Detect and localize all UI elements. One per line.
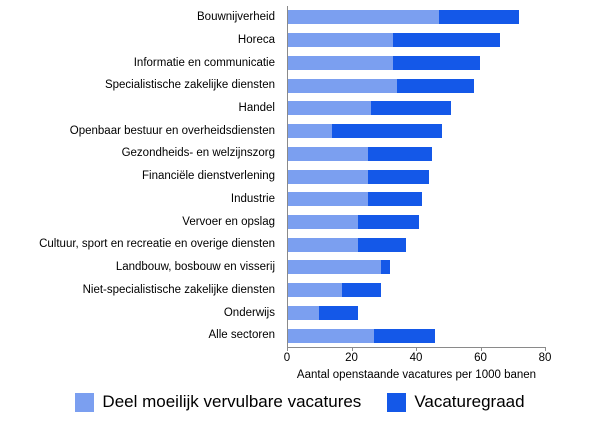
category-label: Specialistische zakelijke diensten (104, 79, 275, 92)
bar-segment-deel-moeilijk-vervulbare-vacatures (287, 192, 368, 206)
category-row (0, 324, 281, 347)
bar-segment-deel-moeilijk-vervulbare-vacatures (287, 170, 368, 184)
category-row (0, 256, 281, 279)
bar-segment-deel-moeilijk-vervulbare-vacatures (287, 79, 397, 93)
stacked-bar (287, 192, 545, 206)
legend-item-vacaturegraad (387, 392, 524, 412)
bar-row (287, 120, 545, 143)
bar-row (287, 97, 545, 120)
category-label: Horeca (237, 33, 275, 46)
bar-row (287, 279, 545, 302)
stacked-bar (287, 306, 545, 320)
category-label: Financiële dienstverlening (142, 170, 275, 183)
bar-segment-vacaturegraad (368, 170, 429, 184)
category-row (0, 165, 281, 188)
category-label: Landbouw, bosbouw en visserij (115, 261, 275, 274)
legend-label: Vacaturegraad (414, 392, 525, 411)
bar-segment-deel-moeilijk-vervulbare-vacatures (287, 238, 358, 252)
bar-row (287, 188, 545, 211)
category-label: Bouwnijverheid (197, 11, 275, 24)
x-tick-label: 40 (409, 352, 423, 364)
bar-row (287, 256, 545, 279)
bar-segment-deel-moeilijk-vervulbare-vacatures (287, 260, 381, 274)
y-axis-line (287, 6, 288, 347)
bar-segment-vacaturegraad (381, 260, 391, 274)
category-row (0, 74, 281, 97)
bar-rows (287, 6, 545, 347)
stacked-bar (287, 101, 545, 115)
chart-legend (0, 392, 600, 412)
bar-segment-vacaturegraad (342, 283, 381, 297)
bar-segment-vacaturegraad (393, 33, 499, 47)
x-tick-label: 0 (283, 352, 291, 364)
bar-segment-vacaturegraad (368, 192, 423, 206)
stacked-bar (287, 10, 545, 24)
category-row (0, 97, 281, 120)
x-tick-label: 80 (538, 352, 552, 364)
stacked-bar (287, 124, 545, 138)
bar-segment-vacaturegraad (393, 56, 480, 70)
category-row (0, 233, 281, 256)
bar-row (287, 233, 545, 256)
bar-row (287, 302, 545, 325)
bar-segment-deel-moeilijk-vervulbare-vacatures (287, 10, 439, 24)
category-label: Cultuur, sport en recreatie en overige diensten (39, 238, 275, 251)
bar-segment-vacaturegraad (358, 215, 419, 229)
bar-segment-deel-moeilijk-vervulbare-vacatures (287, 329, 374, 343)
x-tick (416, 347, 417, 351)
bar-segment-vacaturegraad (371, 101, 452, 115)
x-tick (287, 347, 288, 351)
stacked-bar (287, 147, 545, 161)
bar-segment-deel-moeilijk-vervulbare-vacatures (287, 56, 393, 70)
category-label: Onderwijs (223, 306, 275, 319)
legend-swatch-icon (387, 393, 406, 412)
x-tick-label: 20 (345, 352, 358, 364)
category-label: Informatie en communicatie (133, 56, 275, 69)
bar-segment-deel-moeilijk-vervulbare-vacatures (287, 124, 332, 138)
bar-segment-vacaturegraad (332, 124, 442, 138)
category-row (0, 279, 281, 302)
stacked-bar (287, 238, 545, 252)
bar-segment-deel-moeilijk-vervulbare-vacatures (287, 215, 358, 229)
bar-row (287, 74, 545, 97)
bar-segment-vacaturegraad (319, 306, 358, 320)
bar-row (287, 142, 545, 165)
x-tick (545, 347, 546, 351)
bar-row (287, 29, 545, 52)
stacked-bar (287, 56, 545, 70)
bar-segment-vacaturegraad (397, 79, 474, 93)
bar-segment-deel-moeilijk-vervulbare-vacatures (287, 306, 319, 320)
category-row (0, 6, 281, 29)
stacked-bar (287, 260, 545, 274)
category-row (0, 120, 281, 143)
bar-row (287, 211, 545, 234)
x-axis-title: Aantal openstaande vacatures per 1000 banen (296, 369, 537, 381)
bar-segment-deel-moeilijk-vervulbare-vacatures (287, 33, 393, 47)
category-label: Gezondheids- en welzijnszorg (121, 147, 275, 160)
category-label: Industrie (230, 192, 275, 205)
stacked-bar (287, 215, 545, 229)
bar-segment-deel-moeilijk-vervulbare-vacatures (287, 101, 371, 115)
x-tick (352, 347, 353, 351)
category-row (0, 188, 281, 211)
bar-row (287, 6, 545, 29)
legend-swatch-icon (75, 393, 94, 412)
legend-item-deel-moeilijk-vervulbare-vacatures (75, 392, 361, 412)
bar-segment-vacaturegraad (358, 238, 406, 252)
stacked-bar (287, 33, 545, 47)
category-row (0, 51, 281, 74)
x-tick-label: 60 (474, 352, 487, 364)
bar-segment-deel-moeilijk-vervulbare-vacatures (287, 283, 342, 297)
bar-segment-deel-moeilijk-vervulbare-vacatures (287, 147, 368, 161)
stacked-bar (287, 170, 545, 184)
plot-area (287, 6, 545, 347)
x-tick (481, 347, 482, 351)
category-label: Openbaar bestuur en overheidsdiensten (69, 124, 275, 137)
category-row (0, 29, 281, 52)
category-row (0, 211, 281, 234)
category-label: Handel (238, 101, 275, 114)
stacked-bar (287, 79, 545, 93)
bar-segment-vacaturegraad (368, 147, 433, 161)
category-label: Alle sectoren (208, 329, 275, 342)
category-label: Niet-specialistische zakelijke diensten (82, 283, 275, 296)
bar-row (287, 324, 545, 347)
stacked-bar (287, 283, 545, 297)
bar-row (287, 51, 545, 74)
category-label: Vervoer en opslag (182, 215, 275, 228)
bar-segment-vacaturegraad (374, 329, 435, 343)
bar-row (287, 165, 545, 188)
category-axis-labels (0, 6, 281, 347)
stacked-bar (287, 329, 545, 343)
bar-segment-vacaturegraad (439, 10, 520, 24)
category-row (0, 142, 281, 165)
legend-label: Deel moeilijk vervulbare vacatures (102, 392, 362, 411)
category-row (0, 302, 281, 325)
